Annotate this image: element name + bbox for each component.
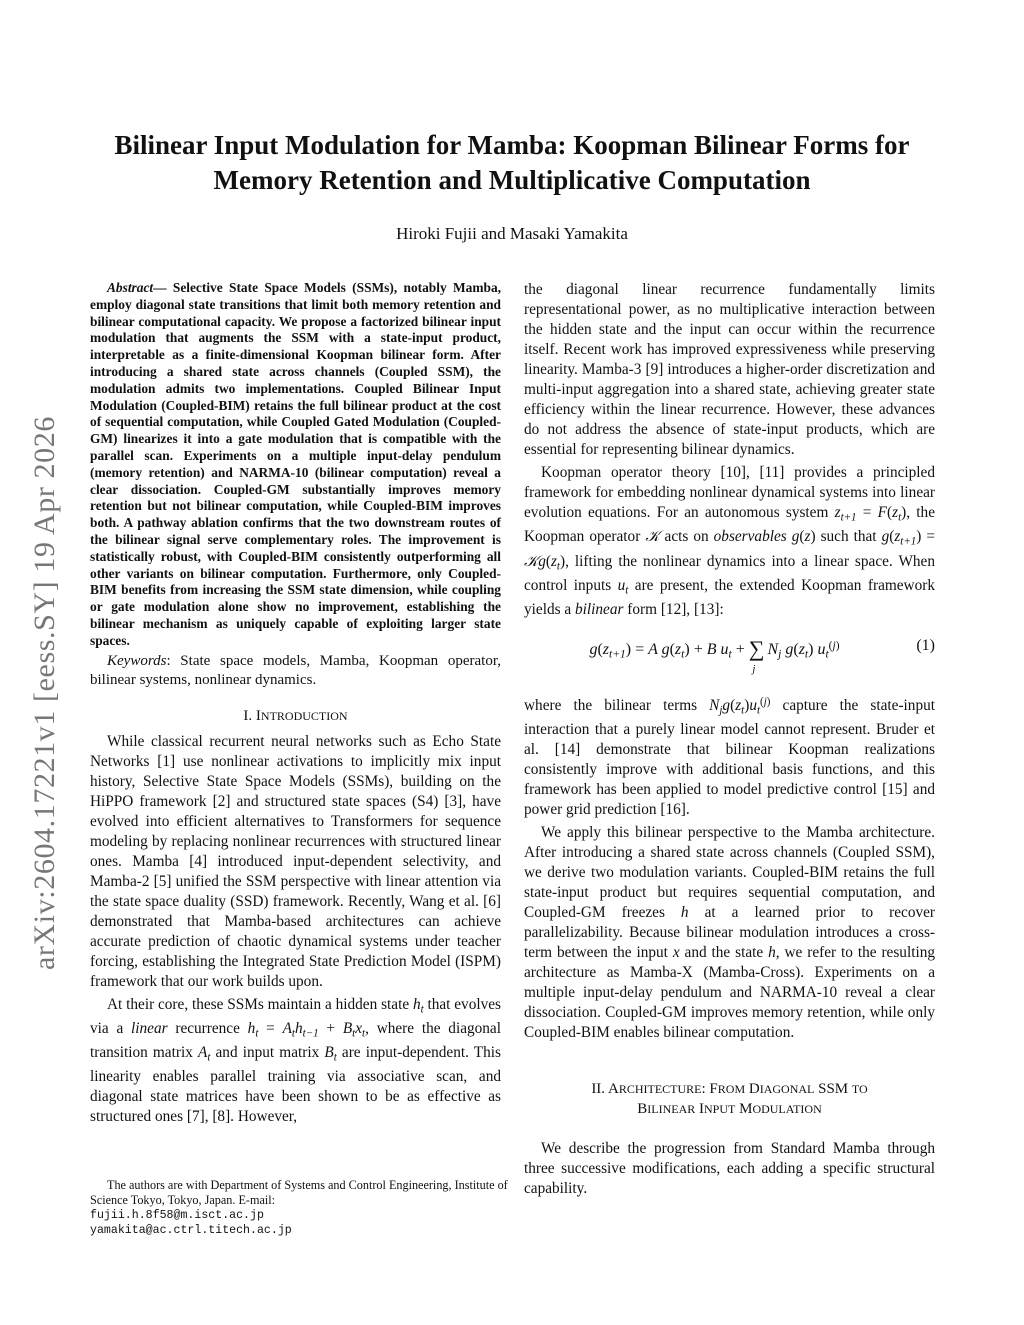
section-2-heading-line-1: II. ARCHITECTURE: FROM DIAGONAL SSM TO (591, 1081, 868, 1098)
right-paragraph-1: the diagonal linear recurrence fundamentally limits representational power, as no multiplicative interaction between the hidden state and the input can occur within the recurrence itself. Recent work has improved expressiveness while preserving linearity. Mamba-3 [9] introduces a higher-order discretization and multi-input aggregation into a shared state, achieving greater state efficiency within the linear recurrence. However, these advances do not address the absence of state-input products, which are essential for representing bilinear dynamics. (524, 281, 935, 458)
section-2-heading-line-2: BILINEAR INPUT MODULATION (637, 1101, 822, 1118)
abstract-label: Abstract (107, 280, 154, 295)
contribution-paragraph: We apply this bilinear perspective to the Mamba architecture. After introducing a shared state across channels (Coupled SSM), we derive two modulation variants. Coupled-BIM retains the full state-input product but requires sequential computation, and Coupled-GM freezes h at a learned prior to recover parallelizability. Because bilinear modulation introduces a cross-term between the input x and the state h, we refer to the resulting architecture as Mamba-X (Mamba-Cross). Experiments on a multiple input-delay pendulum and NARMA-10 reveal a clear dissociation. Coupled-GM improves memory retention, while only Coupled-BIM enables bilinear computation. (524, 824, 935, 1042)
left-column (90, 280, 501, 1127)
keywords-text: : State space models, Mamba, Koopman operator, bilinear systems, nonlinear dynamics. (90, 652, 501, 688)
arxiv-identifier-stamp: arXiv:2604.17221v1 [eess.SY] 19 Apr 2026 (28, 416, 61, 970)
right-column (524, 280, 935, 1199)
email-link-yamakita[interactable]: yamakita@ac.ctrl.titech.ac.jp (90, 1224, 292, 1237)
equation-1 (524, 632, 935, 678)
paper-title (90, 128, 934, 198)
email-link-fujii[interactable]: fujii.h.8f58@m.isct.ac.jp (90, 1209, 264, 1222)
footnote-text: The authors are with Department of Systems and Control Engineering, Institute of Science Tokyo, Tokyo, Japan. E-mail: (90, 1178, 508, 1207)
abstract (90, 280, 501, 650)
author-footnote (90, 1178, 510, 1238)
keywords (90, 652, 501, 690)
abstract-text: — Selective State Space Models (SSMs), notably Mamba, employ diagonal state transitions that limit both memory retention and bilinear computational capacity. We propose a factorized bilinear input modulation that augments the SSM with a state-input product, interpretable as a finite-dimensional Koopman bilinear form. After introducing a shared state across channels (Coupled SSM), the modulation admits two implementations. Coupled Bilinear Input Modulation (Coupled-BIM) retains the full bilinear product at the cost of sequential computation, while Coupled Gated Modulation (Coupled-GM) linearizes it into a gate modulation that is compatible with the parallel scan. Experiments on a multiple input-delay pendulum (memory retention) and NARMA-10 (bilinear computation) reveal a clear dissociation. Coupled-GM substantially improves memory retention but not bilinear computation, while Coupled-BIM improves both. A pathway ablation confirms that the two downstream routes of the bilinear signal serve complementary roles. The improvement is statistically robust, with Coupled-BIM consistently outperforming all other variants on bilinear computation. Furthermore, only Coupled-BIM benefits from increasing the SSM state dimension, while coupling or gate modulation alone show no improvement, establishing the bilinear mechanism as uniquely capable of exploiting larger state spaces. (90, 280, 501, 648)
section-heading-introduction: I. INTRODUCTION (243, 707, 348, 724)
title-line-2: Memory Retention and Multiplicative Computation (213, 165, 811, 195)
author-list: Hiroki Fujii and Masaki Yamakita (396, 224, 628, 243)
intro-paragraph-1: While classical recurrent neural networks such as Echo State Networks [1] use nonlinear activations to implicitly mix input history, Selective State Space Models (SSMs), building on the HiPPO framework [2] and structured state spaces (S4) [3], have evolved into efficient alternatives to Transformers for sequence modeling by replacing nonlinear recurrences with structured linear ones. Mamba [4] introduced input-dependent selectivity, and Mamba-2 [5] unified the SSM perspective with linear attention via the state space duality (SSD) framework. Recently, Wang et al. [6] demonstrated that Mamba-based architectures can achieve accurate prediction of chaotic dynamical systems under teacher forcing, establishing the Integrated State Prediction Model (ISPM) framework that our work builds upon. (90, 732, 501, 990)
equation-number: (1) (916, 637, 935, 655)
keywords-label: Keywords (107, 652, 167, 669)
section-heading-architecture (524, 1079, 935, 1119)
intro-paragraph-2: At their core, these SSMs maintain a hidden state $h_t$ that evolves via a linear recurrence $h_t = A_th_{t-1} + B_tx_t$, where the diagonal transition matrix $A_t$ and input matrix $B_t$ are input-dependent. This linearity enables parallel training via associative scan, and diagonal state matrices have been shown to be as effective as structured ones [7], [8]. However, (90, 995, 501, 1126)
equation-body: $g(z_{t+1}) = A$ $g(z_t) + B$ $u_t + \sum_jN_j$ $g(z_t)$ $u_t^{(j)}$ (589, 636, 840, 675)
architecture-paragraph: We describe the progression from Standard Mamba through three successive modifications, each adding a specific structural capability. (524, 1140, 935, 1198)
bilinear-terms-paragraph: where the bilinear terms $N_jg(z_t)u_t^{(j)}$ capture the state-input interaction that a purely linear model cannot represent. Bruder et al. [14] demonstrate that bilinear Koopman realizations consistently improve with additional basis functions, and this framework has been applied to model predictive control [15] and power grid prediction [16]. (524, 696, 935, 819)
koopman-paragraph: Koopman operator theory [10], [11] provides a principled framework for embedding nonlinear dynamical systems into linear evolution equations. For an autonomous system $z_{t+1} = F(z_t)$, the Koopman operator 𝒦 acts on observables g(z) such that $g(z_{t+1})$ = $𝒦g(z_t)$, lifting the nonlinear dynamics into a linear space. When control inputs $u_t$ are present, the extended Koopman framework yields a bilinear form [12], [13]: (524, 464, 935, 619)
title-line-1: Bilinear Input Modulation for Mamba: Koopman Bilinear Forms for (114, 130, 910, 160)
